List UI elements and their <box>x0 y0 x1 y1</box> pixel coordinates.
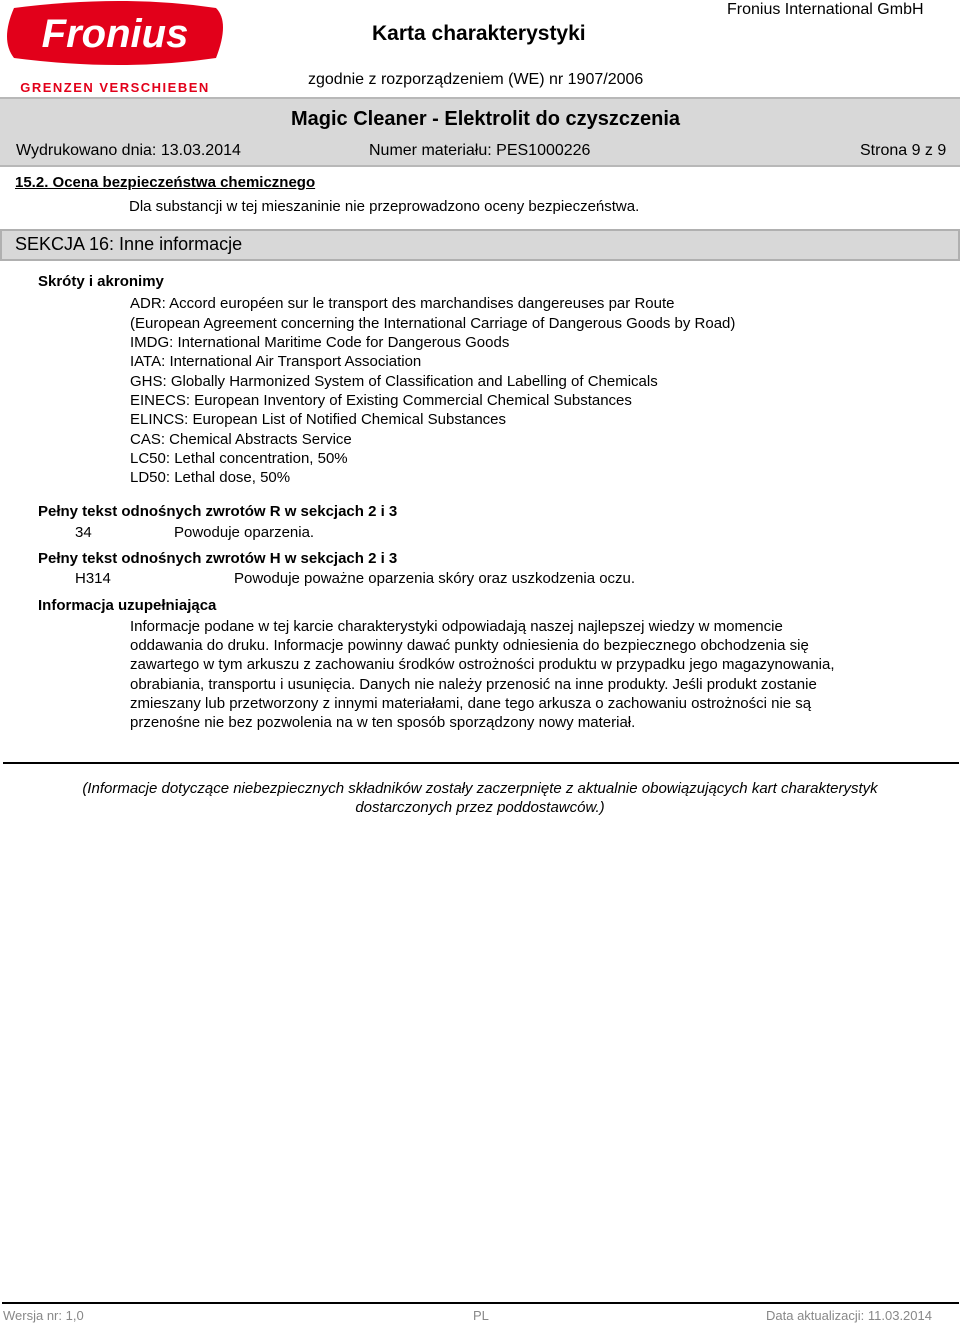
additional-info-line: przenośne nie bez pozwolenia na w ten sposób sporządzony nowy materiał. <box>130 714 636 731</box>
abbreviation-item: IMDG: International Maritime Code for Dangerous Goods <box>130 334 510 351</box>
r-phrase-text: Powoduje oparzenia. <box>174 524 315 541</box>
additional-info-line: Informacje podane w tej karcie charakterystyki odpowiadają naszej najlepszej wiedzy w momencie <box>130 618 783 635</box>
additional-info-line: zmieszany lub przetworzony z innymi materiałami, dane tego arkusza o zachowaniu ostrożności nie są <box>130 695 812 712</box>
footer-language: PL <box>473 1308 489 1323</box>
page-number: Strona 9 z 9 <box>860 142 947 159</box>
logo-wordmark: Fronius <box>41 12 189 56</box>
h-phrases-heading: Pełny tekst odnośnych zwrotów H w sekcjach 2 i 3 <box>38 550 398 567</box>
fronius-logo <box>2 0 228 98</box>
footer-version: Wersja nr: 1,0 <box>3 1308 84 1323</box>
abbreviation-item: (European Agreement concerning the International Carriage of Dangerous Goods by Road) <box>130 315 736 332</box>
abbreviation-item: LD50: Lethal dose, 50% <box>130 469 291 486</box>
closing-note-line: dostarczonych przez poddostawców.) <box>355 799 605 816</box>
logo-tagline: GRENZEN VERSCHIEBEN <box>20 80 210 95</box>
abbreviation-item: ADR: Accord européen sur le transport des marchandises dangereuses par Route <box>130 295 675 312</box>
abbreviation-item: CAS: Chemical Abstracts Service <box>130 431 352 448</box>
abbreviation-item: LC50: Lethal concentration, 50% <box>130 450 348 467</box>
r-phrases-heading: Pełny tekst odnośnych zwrotów R w sekcjach 2 i 3 <box>38 503 398 520</box>
material-number: Numer materiału: PES1000226 <box>369 142 591 159</box>
product-name: Magic Cleaner - Elektrolit do czyszczenia <box>291 108 681 130</box>
h-phrase-code: H314 <box>75 570 111 587</box>
closing-note-line: (Informacje dotyczące niebezpiecznych składników zostały zaczerpnięte z aktualnie obowiązujących kart charakterystyk <box>82 780 878 797</box>
abbreviation-item: GHS: Globally Harmonized System of Classification and Labelling of Chemicals <box>130 373 658 390</box>
footer-rule <box>2 1302 959 1304</box>
separator-rule <box>3 762 959 764</box>
h-phrase-text: Powoduje poważne oparzenia skóry oraz uszkodzenia oczu. <box>234 570 636 587</box>
section-15-2-title: 15.2. Ocena bezpieczeństwa chemicznego <box>15 174 316 191</box>
abbreviation-item: ELINCS: European List of Notified Chemical Substances <box>130 411 507 428</box>
additional-info-heading: Informacja uzupełniająca <box>38 597 217 614</box>
section-15-2-text: Dla substancji w tej mieszaninie nie przeprowadzono oceny bezpieczeństwa. <box>129 198 640 215</box>
print-date: Wydrukowano dnia: 13.03.2014 <box>16 142 241 159</box>
r-phrase-code: 34 <box>75 524 92 541</box>
abbreviation-item: EINECS: European Inventory of Existing Commercial Chemical Substances <box>130 392 632 409</box>
footer-update-date: Data aktualizacji: 11.03.2014 <box>766 1308 932 1323</box>
section-16-title: SEKCJA 16: Inne informacje <box>15 234 243 254</box>
additional-info-line: oddawania do druku. Informacje powinny dawać punkty odniesienia do bezpiecznego obchodzenia się <box>130 637 809 654</box>
regulation-reference: zgodnie z rozporządzeniem (WE) nr 1907/2006 <box>308 71 644 88</box>
abbreviation-item: IATA: International Air Transport Association <box>130 353 422 370</box>
abbreviations-heading: Skróty i akronimy <box>38 273 164 290</box>
company-name: Fronius International GmbH <box>727 1 924 18</box>
additional-info-line: obrabiania, transportu i usunięcia. Danych nie należy przenosić na inne produkty. Jeśli produkt zostanie <box>130 676 817 693</box>
document-title: Karta charakterystyki <box>372 22 586 45</box>
additional-info-line: zawartego w tym arkuszu z zachowaniu środków ostrożności produktu w przypadku jego magazynowania, <box>130 656 835 673</box>
